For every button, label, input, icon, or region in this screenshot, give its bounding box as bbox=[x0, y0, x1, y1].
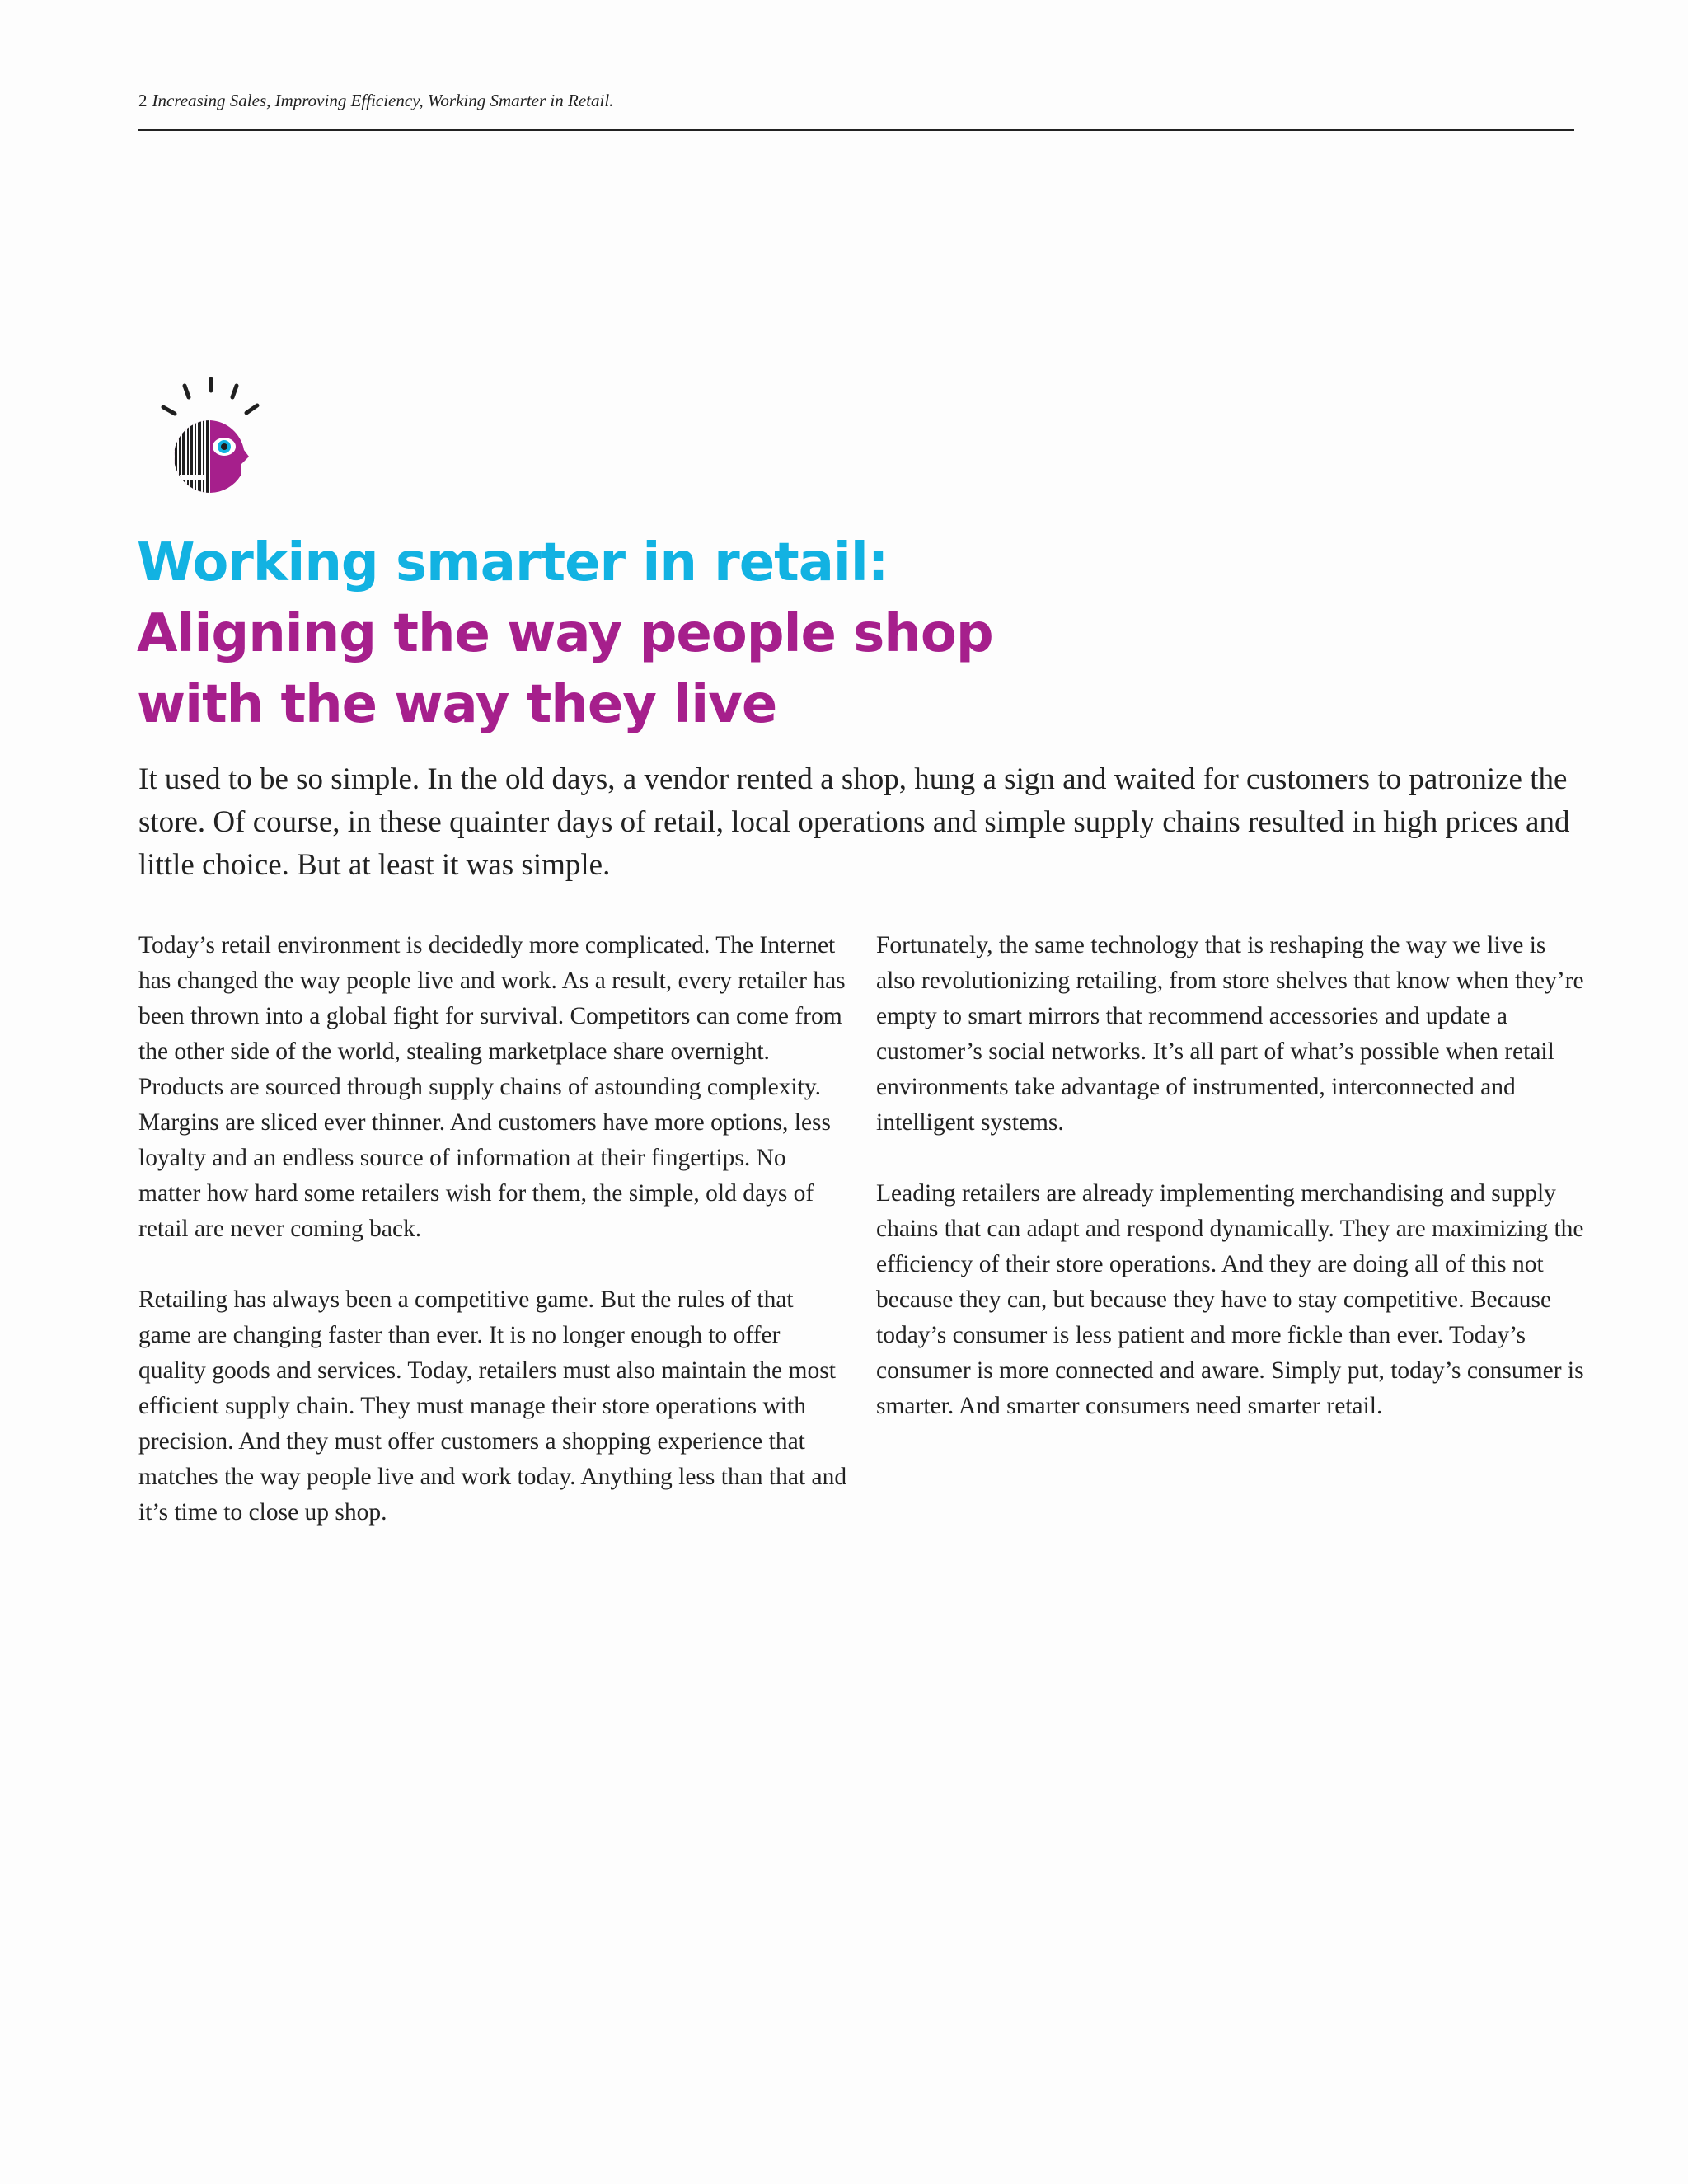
headline-line-3: with the way they live bbox=[137, 674, 777, 735]
intro-paragraph: It used to be so simple. In the old days, a vendor rented a shop, hung a sign and waited for customers to patronize the store. Of course, in these quainter days of retail, local operations and simple supply chains resulted in high prices and little choice. But at least it was simple. bbox=[138, 762, 1570, 882]
smarter-retail-head-barcode-icon bbox=[157, 377, 272, 493]
headline-line-2: Aligning the way people shop bbox=[137, 603, 993, 664]
body-paragraph: Leading retailers are already implementing merchandising and supply chains that can adapt and respond dynamically. They are maximizing the efficiency of their store operations. And they are doing all of this not because they can, but because they have to stay competitive. Because today’s consumer is less patient and more fickle than ever. Today’s consumer is more connected and aware. Simply put, today’s consumer is smarter. And smarter consumers need smarter retail. bbox=[876, 1180, 1584, 1419]
left-column bbox=[138, 928, 847, 1566]
body-paragraph: Retailing has always been a competitive game. But the rules of that game are changing faster than ever. It is no longer enough to offer quality goods and services. Today, retailers must also maintain the most efficient supply chain. They must manage their store operations with precision. And they must offer customers a shopping experience that matches the way people live and work today. Anything less than that and it’s time to close up shop. bbox=[138, 1286, 847, 1526]
body-paragraph: Today’s retail environment is decidedly more complicated. The Internet has changed the way people live and work. As a result, every retailer has been thrown into a global fight for survival. Competitors can come from the other side of the world, stealing marketplace share overnight. Products are sourced through supply chains of astounding complexity. Margins are sliced ever thinner. And customers have more options, less loyalty and an endless source of information at their fingertips. No matter how hard some retailers wish for them, the simple, old days of retail are never coming back. bbox=[138, 932, 846, 1242]
running-header bbox=[138, 89, 1574, 112]
headline-line-1: Working smarter in retail: bbox=[137, 532, 889, 593]
running-title: Increasing Sales, Improving Efficiency, Working Smarter in Retail. bbox=[152, 91, 614, 110]
right-column bbox=[876, 928, 1585, 1460]
headline bbox=[137, 527, 1373, 740]
page-number: 2 bbox=[138, 91, 148, 110]
body-paragraph: Fortunately, the same technology that is reshaping the way we live is also revolutionizing retailing, from store shelves that know when they’re empty to smart mirrors that recommend accessories and update a customer’s social networks. It’s all part of what’s possible when retail environments take advantage of instrumented, interconnected and intelligent systems. bbox=[876, 932, 1584, 1136]
header-rule bbox=[138, 129, 1574, 131]
